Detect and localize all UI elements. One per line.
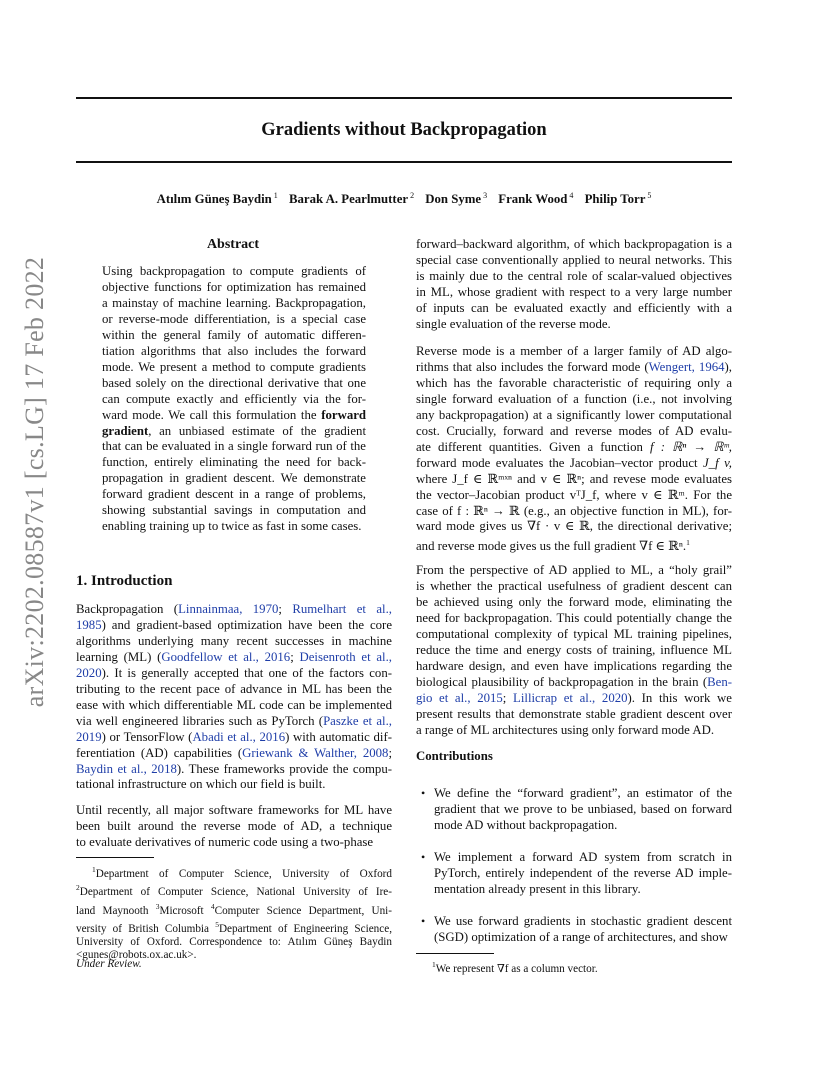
abstract-body: Using backpropagation to compute gradients of objective functions for optimization has remained a mainstay of machine learning. Backpropagation, or reverse-mode differentiation, is a special case within the general family of automatic differen- tiation algorithms that also includes the forward mode. We present a method to compute gradients based solely on the directional derivative that one can compute exactly and efficiently via the for- ward mode. We call this formulation the forward gradient, an unbiased estimate of the gradient that can be evaluated in a single forward run of the function, entirely eliminating the need for back- propagation in gradient descent. We demonstrate forward gradient descent in a range of problems, showing substantial savings in computation and enabling training up to twice as fast in some cases. — [102, 264, 367, 534]
right-paragraph-1: forward–backward algorithm, of which backpropagation is a special case conventionally applied to neural networks. This is mainly due to the central role of scalar-valued objectives in ML, whose gradient with respect to a very large number of inputs can be evaluated exactly and efficiently with a single evaluation of the reverse mode. — [416, 237, 732, 331]
author: Atılım Güneş Baydin $^1$ — [156, 191, 278, 206]
author: Frank Wood $^4$ — [498, 191, 574, 206]
citation-link[interactable]: Goodfellow et al., 2016 — [161, 649, 291, 664]
right-paragraph-3: From the perspective of AD applied to ML, a “holy grail” is whether the practical usefulness of gradient descent can be achieved using only the forward mode, eliminating the need for backpropagation. This could potentially change the computational complexity of typical ML training pipelines, reduce the time and energy costs of training, influence ML hardware design, and even have implications regarding the biological plausibility of backpropagation in the brain (Ben- gio et al., 2015; Lillicrap et al., 2020). In this work we present results that demonstrate stable gradient descent over a range of ML architectures using only forward mode AD. — [416, 563, 732, 737]
abstract-heading: Abstract — [206, 237, 260, 252]
citation-link[interactable]: Rumelhart et al., — [292, 602, 392, 616]
paper-title: Gradients without Backpropagation — [261, 120, 547, 140]
bullet-glyph: • — [421, 786, 426, 800]
contributions-heading: Contributions — [416, 749, 493, 763]
citation-link[interactable]: 2019 — [76, 729, 102, 744]
citation-link[interactable]: 1985 — [76, 617, 102, 632]
citation-link[interactable]: Griewank & Walther, 2008 — [242, 745, 389, 760]
contribution-item: We define the “forward gradient”, an estimator of the gradient that we prove to be unbiased, based on forward mode AD without backpropagation. — [434, 786, 732, 832]
intro-paragraph-1: Backpropagation (Linnainmaa, 1970; Rumelhart et al., 1985) and gradient-based optimization have been the core algorithms underlying many recent successes in machine learning (ML) (Goodfellow et al., 2016; Deisenroth et al., 2020). It is generally accepted that one of the factors con- tributing to the recent pace of advance in ML has been the ease with which differentiable ML code can be implemented via well engineered libraries such as PyTorch (Paszke et al., 2019) or TensorFlow (Abadi et al., 2016) with automatic dif- ferentiation (AD) capabilities (Griewank & Walther, 2008; Baydin et al., 2018). These frameworks provide the compu- tational infrastructure on which our field is built. — [76, 602, 392, 792]
contribution-item: We implement a forward AD system from scratch in PyTorch, entirely independent of the reverse AD imple- mentation already present in this library. — [434, 850, 732, 896]
arxiv-identifier: arXiv:2202.08587v1 [cs.LG] 17 Feb 2022 — [20, 256, 49, 708]
author-list — [76, 191, 732, 207]
correspondence-email: <gunes@robots.ox.ac.uk>. — [76, 949, 197, 962]
footnote-rule — [416, 953, 494, 954]
title-rule-top — [76, 97, 732, 99]
citation-link[interactable]: gio et al., 2015 — [416, 690, 503, 705]
title-rule-bottom — [76, 161, 732, 163]
author: Barak A. Pearlmutter $^2$ — [289, 191, 415, 206]
citation-link[interactable]: 2020 — [76, 665, 102, 680]
right-paragraph-2: Reverse mode is a member of a larger family of AD algo- rithms that also includes the forward mode (Wengert, 1964), which has the favorable characteristic of requiring only a single forward evaluation of a function (i.e., not involving any backpropagation) at a significantly lower computational cost. Crucially, forward and reverse modes of AD evalu- ate different quantities. Given a function f : ℝⁿ → ℝᵐ, forward mode evaluates the Jacobian–vector product J_f v, where J_f ∈ ℝᵐˣⁿ and v ∈ ℝⁿ; and revese mode evaluates the vector–Jacobian product vᵀJ_f, where v ∈ ℝᵐ. For the case of f : ℝⁿ → ℝ (e.g., an objective function in ML), for- ward mode gives us ∇f · v ∈ ℝ, the directional derivative; and reverse mode gives us the full gradient ∇f ∈ ℝⁿ.$^1$ — [416, 344, 732, 554]
citation-link[interactable]: Lillicrap et al., 2020 — [513, 690, 628, 705]
bullet-glyph: • — [421, 914, 426, 928]
contribution-item: We use forward gradients in stochastic gradient descent (SGD) optimization of a range of architectures, and show — [434, 914, 732, 944]
gradient-footnote: $^1$We represent ∇f as a column vector. — [432, 960, 598, 975]
arxiv-sidebar — [10, 0, 60, 1072]
affiliation-footnote: $^1$Department of Computer Science, University of Oxford $^2$Department of Computer Science, National University of Ire- land Maynooth $^3$Microsoft $^4$Computer Science Department, Uni- versity of British Columbia $^5$Department of Engineering Science, University of Oxford. Correspondence to: Atılım Güneş Baydin <gunes@robots.ox.ac.uk>. — [76, 865, 392, 962]
citation-link[interactable]: Wengert, 1964 — [648, 359, 725, 374]
intro-paragraph-2: Until recently, all major software frameworks for ML have been built around the reverse mode of AD, a technique to evaluate derivatives of numeric code using a two-phase — [76, 803, 392, 849]
under-review-note: Under Review. — [76, 958, 142, 970]
bullet-glyph: • — [421, 850, 426, 864]
author: Philip Torr $^5$ — [584, 191, 652, 206]
citation-link[interactable]: Linnainmaa, 1970 — [178, 602, 279, 616]
footnote-rule — [76, 857, 154, 858]
citation-link[interactable]: Abadi et al., 2016 — [192, 729, 286, 744]
section-heading-introduction: 1. Introduction — [76, 573, 173, 589]
citation-link[interactable]: Baydin et al., 2018 — [76, 761, 177, 776]
citation-link[interactable]: Paszke et al., — [323, 713, 392, 728]
author: Don Syme $^3$ — [425, 191, 488, 206]
citation-link[interactable]: Ben- — [707, 674, 732, 689]
citation-link[interactable]: Deisenroth et al., — [299, 649, 392, 664]
